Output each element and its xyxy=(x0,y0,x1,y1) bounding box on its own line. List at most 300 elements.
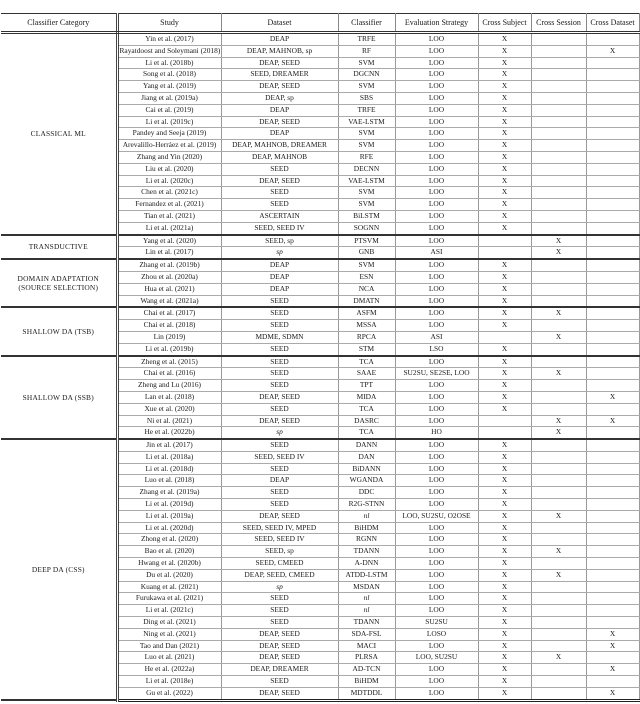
classifier-cell: nl xyxy=(338,510,395,522)
study-cell: Li et al. (2018e) xyxy=(117,676,221,688)
cross-session-cell xyxy=(531,628,586,640)
evaluation-cell: LOO xyxy=(395,558,478,570)
table-row xyxy=(1,307,639,319)
evaluation-cell: LOO xyxy=(395,175,478,187)
cross-session-cell xyxy=(531,463,586,475)
cross-session-cell: X xyxy=(531,427,586,439)
dataset-cell: DEAP, MAHNOB, sp xyxy=(221,45,338,57)
study-cell: Chai et al. (2018) xyxy=(117,320,221,332)
classifier-cell: RF xyxy=(338,45,395,57)
cross-dataset-cell xyxy=(586,499,639,511)
evaluation-cell: LOO xyxy=(395,128,478,140)
evaluation-cell: LOO xyxy=(395,463,478,475)
evaluation-cell: LOO xyxy=(395,546,478,558)
evaluation-cell: ASI xyxy=(395,247,478,259)
evaluation-cell: LOO xyxy=(395,295,478,307)
cross-subject-cell: X xyxy=(478,581,531,593)
cross-subject-cell: X xyxy=(478,380,531,392)
dataset-cell: DEAP, SEED xyxy=(221,628,338,640)
category-cell: TRANSDUCTIVE xyxy=(1,235,117,260)
evaluation-cell: LOO xyxy=(395,57,478,69)
evaluation-cell: LOO xyxy=(395,259,478,271)
dataset-cell: SEED xyxy=(221,676,338,688)
study-cell: Du et al. (2020) xyxy=(117,569,221,581)
cross-dataset-cell xyxy=(586,534,639,546)
evaluation-cell: LOO xyxy=(395,522,478,534)
evaluation-cell: LOO xyxy=(395,499,478,511)
cross-session-cell: X xyxy=(531,247,586,259)
cross-session-cell xyxy=(531,210,586,222)
study-cell: Lin (2019) xyxy=(117,331,221,343)
cross-subject-cell: X xyxy=(478,569,531,581)
cross-dataset-cell xyxy=(586,403,639,415)
cross-dataset-cell xyxy=(586,320,639,332)
dataset-cell: DEAP xyxy=(221,33,338,46)
cross-subject-cell: X xyxy=(478,652,531,664)
dataset-cell: SEED xyxy=(221,380,338,392)
classifier-cell: DECNN xyxy=(338,163,395,175)
cross-dataset-cell xyxy=(586,451,639,463)
cross-subject-cell: X xyxy=(478,676,531,688)
evaluation-cell: LOO xyxy=(395,92,478,104)
col-header-dataset: Dataset xyxy=(221,14,338,33)
dataset-cell: DEAP, SEED xyxy=(221,687,338,700)
cross-dataset-cell xyxy=(586,104,639,116)
cross-session-cell: X xyxy=(531,415,586,427)
study-cell: Zheng and Lu (2016) xyxy=(117,380,221,392)
evaluation-cell: LOO xyxy=(395,487,478,499)
cross-dataset-cell xyxy=(586,652,639,664)
study-cell: Yang et al. (2020) xyxy=(117,235,221,247)
evaluation-cell: LOSO xyxy=(395,628,478,640)
study-cell: Li et al. (2018b) xyxy=(117,57,221,69)
cross-subject-cell: X xyxy=(478,343,531,355)
cross-session-cell xyxy=(531,439,586,451)
dataset-cell: DEAP xyxy=(221,259,338,271)
cross-subject-cell: X xyxy=(478,368,531,380)
dataset-cell: SEED xyxy=(221,499,338,511)
evaluation-cell: LOO xyxy=(395,45,478,57)
evaluation-cell: LOO xyxy=(395,605,478,617)
evaluation-cell: LOO xyxy=(395,210,478,222)
cross-session-cell xyxy=(531,687,586,700)
classifier-cell: VAE-LSTM xyxy=(338,116,395,128)
classifier-cell: SVM xyxy=(338,259,395,271)
cross-dataset-cell xyxy=(586,676,639,688)
cross-dataset-cell: X xyxy=(586,391,639,403)
dataset-cell: SEED xyxy=(221,187,338,199)
cross-session-cell xyxy=(531,403,586,415)
dataset-cell: SEED xyxy=(221,403,338,415)
dataset-cell: DEAP, SEED xyxy=(221,652,338,664)
evaluation-cell: LOO xyxy=(395,151,478,163)
cross-subject-cell: X xyxy=(478,546,531,558)
evaluation-cell: LOO xyxy=(395,380,478,392)
cross-dataset-cell xyxy=(586,487,639,499)
cross-dataset-cell xyxy=(586,163,639,175)
dataset-cell: DEAP xyxy=(221,128,338,140)
cross-subject-cell: X xyxy=(478,69,531,81)
cross-dataset-cell xyxy=(586,271,639,283)
study-cell: Hwang et al. (2020b) xyxy=(117,558,221,570)
evaluation-cell: LOO xyxy=(395,569,478,581)
classifier-cell: MSDAN xyxy=(338,581,395,593)
dataset-cell: DEAP, SEED xyxy=(221,510,338,522)
study-cell: Arevalillo-Herráez et al. (2019) xyxy=(117,140,221,152)
cross-subject-cell: X xyxy=(478,356,531,368)
dataset-cell: SEED xyxy=(221,463,338,475)
classifier-cell: TRFE xyxy=(338,104,395,116)
classifier-cell: SVM xyxy=(338,140,395,152)
dataset-cell: SEED xyxy=(221,356,338,368)
cross-dataset-cell xyxy=(586,247,639,259)
cross-session-cell xyxy=(531,116,586,128)
classifier-cell: SVM xyxy=(338,128,395,140)
cross-session-cell xyxy=(531,45,586,57)
cross-session-cell xyxy=(531,522,586,534)
classifier-cell: BiLSTM xyxy=(338,210,395,222)
study-cell: Li et al. (2020d) xyxy=(117,522,221,534)
cross-session-cell xyxy=(531,676,586,688)
classifier-cell: SOGNN xyxy=(338,222,395,234)
cross-dataset-cell xyxy=(586,605,639,617)
study-cell: Liu et al. (2020) xyxy=(117,163,221,175)
study-cell: Fernandez et al. (2021) xyxy=(117,199,221,211)
cross-session-cell xyxy=(531,451,586,463)
study-cell: Yin et al. (2017) xyxy=(117,33,221,46)
cross-dataset-cell xyxy=(586,57,639,69)
cross-session-cell: X xyxy=(531,368,586,380)
classifier-cell: BiHDM xyxy=(338,676,395,688)
cross-session-cell: X xyxy=(531,235,586,247)
table-row xyxy=(1,356,639,368)
col-header-classifier-category: Classifier Category xyxy=(1,14,117,33)
cross-session-cell: X xyxy=(531,510,586,522)
cross-session-cell xyxy=(531,475,586,487)
classifier-cell: TPT xyxy=(338,380,395,392)
cross-subject-cell: X xyxy=(478,510,531,522)
cross-session-cell: X xyxy=(531,569,586,581)
dataset-cell: SEED, SEED IV xyxy=(221,451,338,463)
cross-subject-cell: X xyxy=(478,487,531,499)
classifier-cell: DAN xyxy=(338,451,395,463)
cross-dataset-cell xyxy=(586,222,639,234)
cross-dataset-cell xyxy=(586,558,639,570)
classifier-cell: SDA-FSL xyxy=(338,628,395,640)
cross-dataset-cell xyxy=(586,307,639,319)
cross-dataset-cell xyxy=(586,331,639,343)
cross-subject-cell: X xyxy=(478,463,531,475)
classifier-cell: R2G-STNN xyxy=(338,499,395,511)
dataset-cell: sp xyxy=(221,247,338,259)
cross-dataset-cell: X xyxy=(586,640,639,652)
dataset-cell: DEAP, sp xyxy=(221,92,338,104)
classifier-cell: ESN xyxy=(338,271,395,283)
cross-dataset-cell xyxy=(586,569,639,581)
cross-dataset-cell: X xyxy=(586,664,639,676)
cross-session-cell xyxy=(531,33,586,46)
cross-session-cell xyxy=(531,605,586,617)
cross-session-cell xyxy=(531,163,586,175)
cross-session-cell xyxy=(531,356,586,368)
dataset-cell: DEAP, SEED xyxy=(221,391,338,403)
dataset-cell: DEAP, SEED xyxy=(221,175,338,187)
cross-dataset-cell xyxy=(586,283,639,295)
study-cell: Zhang et al. (2019b) xyxy=(117,259,221,271)
cross-dataset-cell: X xyxy=(586,687,639,700)
cross-session-cell: X xyxy=(531,331,586,343)
cross-session-cell xyxy=(531,69,586,81)
table-header xyxy=(1,14,639,33)
evaluation-cell: LOO xyxy=(395,664,478,676)
study-cell: Li et al. (2019a) xyxy=(117,510,221,522)
cross-dataset-cell xyxy=(586,295,639,307)
study-cell: Rayatdoost and Soleymani (2018) xyxy=(117,45,221,57)
cross-subject-cell xyxy=(478,247,531,259)
study-cell: Chai et al. (2017) xyxy=(117,307,221,319)
dataset-cell: DEAP, SEED xyxy=(221,116,338,128)
study-cell: Li et al. (2019c) xyxy=(117,116,221,128)
cross-subject-cell: X xyxy=(478,104,531,116)
evaluation-cell: LOO xyxy=(395,593,478,605)
evaluation-cell: LOO, SU2SU, O2OSE xyxy=(395,510,478,522)
cross-session-cell xyxy=(531,104,586,116)
study-cell: Chai et al. (2016) xyxy=(117,368,221,380)
cross-dataset-cell xyxy=(586,522,639,534)
cross-subject-cell: X xyxy=(478,534,531,546)
cross-session-cell xyxy=(531,558,586,570)
study-cell: He et al. (2022b) xyxy=(117,427,221,439)
col-header-classifier: Classifier xyxy=(338,14,395,33)
classifier-cell: TCA xyxy=(338,356,395,368)
evaluation-cell: LOO xyxy=(395,140,478,152)
study-cell: Zhong et al. (2020) xyxy=(117,534,221,546)
classifier-cell: A-DNN xyxy=(338,558,395,570)
dataset-cell: DEAP, SEED xyxy=(221,640,338,652)
evaluation-cell: LOO xyxy=(395,403,478,415)
study-cell: Li et al. (2021c) xyxy=(117,605,221,617)
dataset-cell: DEAP, SEED xyxy=(221,415,338,427)
evaluation-cell: LOO xyxy=(395,187,478,199)
evaluation-cell: LOO xyxy=(395,687,478,700)
evaluation-cell: LOO xyxy=(395,439,478,451)
study-cell: Hua et al. (2021) xyxy=(117,283,221,295)
cross-subject-cell xyxy=(478,235,531,247)
evaluation-cell: LOO xyxy=(395,271,478,283)
cross-subject-cell: X xyxy=(478,283,531,295)
cross-session-cell xyxy=(531,187,586,199)
classifier-cell: RPCA xyxy=(338,331,395,343)
cross-subject-cell: X xyxy=(478,451,531,463)
study-cell: Yang et al. (2019) xyxy=(117,81,221,93)
classifier-cell: RGNN xyxy=(338,534,395,546)
cross-session-cell xyxy=(531,640,586,652)
study-cell: Li et al. (2020c) xyxy=(117,175,221,187)
classifier-cell: PTSVM xyxy=(338,235,395,247)
study-cell: Kuang et al. (2021) xyxy=(117,581,221,593)
dataset-cell: DEAP xyxy=(221,475,338,487)
study-cell: Tian et al. (2021) xyxy=(117,210,221,222)
evaluation-cell: LOO xyxy=(395,475,478,487)
study-cell: Li et al. (2019b) xyxy=(117,343,221,355)
cross-subject-cell: X xyxy=(478,33,531,46)
classifier-cell: DDC xyxy=(338,487,395,499)
classifier-cell: ATDD-LSTM xyxy=(338,569,395,581)
cross-dataset-cell xyxy=(586,33,639,46)
evaluation-cell: LOO xyxy=(395,534,478,546)
study-cell: Jin et al. (2017) xyxy=(117,439,221,451)
study-cell: Ning et al. (2021) xyxy=(117,628,221,640)
cross-dataset-cell xyxy=(586,140,639,152)
cross-dataset-cell xyxy=(586,343,639,355)
cross-subject-cell: X xyxy=(478,116,531,128)
cross-subject-cell: X xyxy=(478,187,531,199)
cross-dataset-cell xyxy=(586,356,639,368)
classifier-cell: TCA xyxy=(338,403,395,415)
cross-session-cell xyxy=(531,222,586,234)
study-cell: Cai et al. (2019) xyxy=(117,104,221,116)
study-cell: Li et al. (2019d) xyxy=(117,499,221,511)
dataset-cell: DEAP, MAHNOB, DREAMER xyxy=(221,140,338,152)
dataset-cell: DEAP xyxy=(221,271,338,283)
cross-dataset-cell: X xyxy=(586,45,639,57)
evaluation-cell: LOO xyxy=(395,356,478,368)
cross-session-cell: X xyxy=(531,546,586,558)
cross-subject-cell: X xyxy=(478,391,531,403)
category-cell: SHALLOW DA (SSB) xyxy=(1,356,117,440)
evaluation-cell: LOO xyxy=(395,451,478,463)
study-cell: Tao and Dan (2021) xyxy=(117,640,221,652)
table-row xyxy=(1,439,639,451)
evaluation-cell: LOO xyxy=(395,391,478,403)
cross-session-cell xyxy=(531,92,586,104)
evaluation-cell: LOO xyxy=(395,163,478,175)
category-cell: CLASSICAL ML xyxy=(1,33,117,235)
classifier-cell: SVM xyxy=(338,199,395,211)
cross-subject-cell: X xyxy=(478,640,531,652)
cross-session-cell xyxy=(531,128,586,140)
evaluation-cell: LOO xyxy=(395,81,478,93)
dataset-cell: SEED xyxy=(221,439,338,451)
dataset-cell: SEED xyxy=(221,295,338,307)
evaluation-cell: SU2SU xyxy=(395,617,478,629)
dataset-cell: MDME, SDMN xyxy=(221,331,338,343)
dataset-cell: DEAP xyxy=(221,104,338,116)
dataset-cell: DEAP xyxy=(221,283,338,295)
cross-dataset-cell xyxy=(586,463,639,475)
cross-dataset-cell xyxy=(586,175,639,187)
cross-dataset-cell xyxy=(586,128,639,140)
cross-dataset-cell xyxy=(586,427,639,439)
dataset-cell: sp xyxy=(221,427,338,439)
cross-dataset-cell xyxy=(586,151,639,163)
category-cell: DEEP DA (CSS) xyxy=(1,439,117,700)
evaluation-cell: LOO xyxy=(395,676,478,688)
evaluation-cell: LOO xyxy=(395,104,478,116)
cross-subject-cell: X xyxy=(478,199,531,211)
cross-session-cell xyxy=(531,199,586,211)
table-row xyxy=(1,33,639,46)
cross-session-cell xyxy=(531,534,586,546)
dataset-cell: SEED xyxy=(221,320,338,332)
study-cell: Zhou et al. (2020a) xyxy=(117,271,221,283)
cross-session-cell xyxy=(531,593,586,605)
classifier-cell: MACI xyxy=(338,640,395,652)
cross-session-cell xyxy=(531,57,586,69)
cross-subject-cell: X xyxy=(478,151,531,163)
study-cell: Ding et al. (2021) xyxy=(117,617,221,629)
cross-subject-cell: X xyxy=(478,140,531,152)
cross-subject-cell xyxy=(478,415,531,427)
study-cell: Xue et al. (2020) xyxy=(117,403,221,415)
dataset-cell: SEED xyxy=(221,605,338,617)
cross-session-cell xyxy=(531,140,586,152)
evaluation-cell: LOO xyxy=(395,307,478,319)
classifier-cell: MDTDDL xyxy=(338,687,395,700)
table-row xyxy=(1,235,639,247)
dataset-cell: ASCERTAIN xyxy=(221,210,338,222)
cross-dataset-cell xyxy=(586,92,639,104)
study-cell: Ni et al. (2021) xyxy=(117,415,221,427)
evaluation-cell: LOO xyxy=(395,640,478,652)
classifier-cell: ASFM xyxy=(338,307,395,319)
cross-session-cell xyxy=(531,320,586,332)
cross-subject-cell: X xyxy=(478,259,531,271)
dataset-cell: SEED, sp xyxy=(221,235,338,247)
classifier-cell: DGCNN xyxy=(338,69,395,81)
study-cell: Li et al. (2021a) xyxy=(117,222,221,234)
cross-dataset-cell xyxy=(586,593,639,605)
dataset-cell: sp xyxy=(221,581,338,593)
classifier-cell: VAE-LSTM xyxy=(338,175,395,187)
evaluation-cell: LOO xyxy=(395,222,478,234)
classifier-cell: MIDA xyxy=(338,391,395,403)
classifier-cell: DANN xyxy=(338,439,395,451)
classifier-cell: SVM xyxy=(338,187,395,199)
classifier-cell: WGANDA xyxy=(338,475,395,487)
cross-session-cell: X xyxy=(531,652,586,664)
dataset-cell: SEED, sp xyxy=(221,546,338,558)
dataset-cell: SEED xyxy=(221,199,338,211)
cross-dataset-cell xyxy=(586,368,639,380)
dataset-cell: SEED, SEED IV, MPED xyxy=(221,522,338,534)
table-row xyxy=(1,259,639,271)
col-header-cross-dataset: Cross Dataset xyxy=(586,14,639,33)
cross-session-cell xyxy=(531,151,586,163)
study-cell: Li et al. (2018a) xyxy=(117,451,221,463)
study-cell: Furukawa et al. (2021) xyxy=(117,593,221,605)
cross-session-cell xyxy=(531,499,586,511)
cross-subject-cell: X xyxy=(478,222,531,234)
dataset-cell: DEAP, DREAMER xyxy=(221,664,338,676)
classifier-cell: STM xyxy=(338,343,395,355)
evaluation-cell: LSO xyxy=(395,343,478,355)
category-cell: SHALLOW DA (TSB) xyxy=(1,307,117,355)
study-cell: Bao et al. (2020) xyxy=(117,546,221,558)
table-body xyxy=(1,33,639,701)
dataset-cell: SEED xyxy=(221,487,338,499)
dataset-cell: SEED xyxy=(221,163,338,175)
classifier-comparison-table xyxy=(1,13,640,702)
classifier-cell: NCA xyxy=(338,283,395,295)
dataset-cell: SEED, SEED IV xyxy=(221,222,338,234)
cross-dataset-cell xyxy=(586,116,639,128)
cross-dataset-cell xyxy=(586,581,639,593)
cross-subject-cell: X xyxy=(478,307,531,319)
classifier-cell: TCA xyxy=(338,427,395,439)
study-cell: Lin et al. (2017) xyxy=(117,247,221,259)
cross-session-cell xyxy=(531,343,586,355)
